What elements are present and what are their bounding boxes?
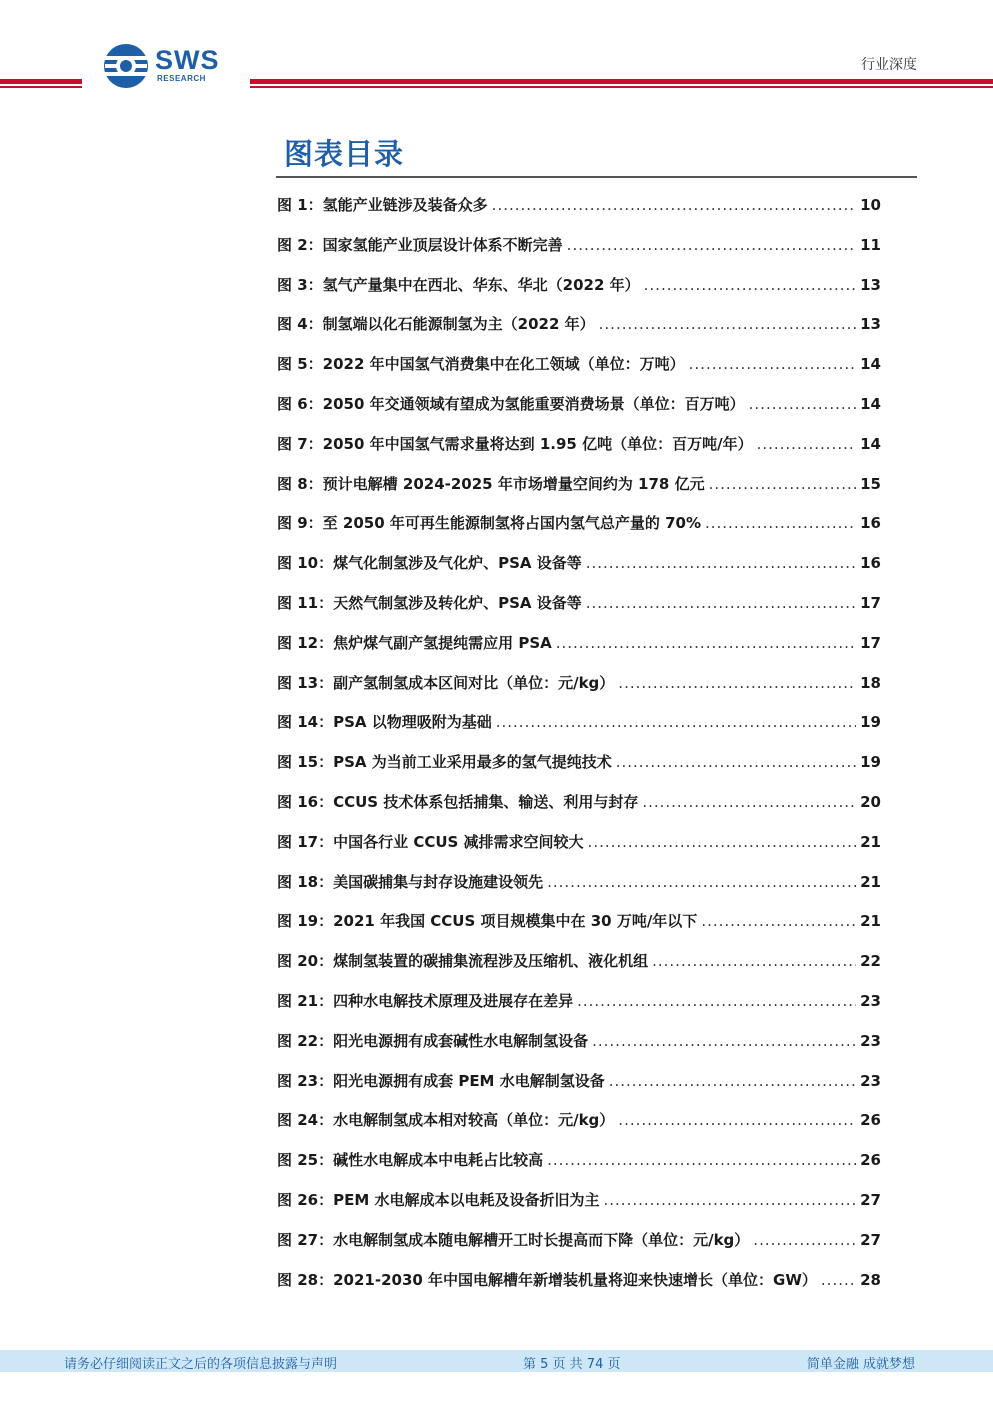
toc-dot-leader bbox=[496, 703, 856, 743]
toc-dot-leader bbox=[588, 823, 857, 863]
toc-entry-label: 图 28：2021-2030 年中国电解槽年新增装机量将迎来快速增长（单位：GW） bbox=[277, 1270, 817, 1289]
toc-dot-leader bbox=[492, 186, 856, 226]
toc-entry[interactable] bbox=[277, 584, 881, 624]
toc-dot-leader bbox=[652, 942, 856, 982]
toc-entry-page: 27 bbox=[860, 1230, 881, 1249]
sws-logo bbox=[103, 43, 233, 89]
toc-entry[interactable] bbox=[277, 942, 881, 982]
header-rule-left-thin bbox=[0, 86, 82, 88]
footer-disclaimer: 请务必仔细阅读正文之后的各项信息披露与声明 bbox=[64, 1357, 338, 1372]
toc-entry-page: 23 bbox=[860, 1031, 881, 1050]
toc-entry[interactable] bbox=[277, 863, 881, 903]
toc-entry-label: 图 27：水电解制氢成本随电解槽开工时长提高而下降（单位：元/kg） bbox=[277, 1230, 750, 1249]
toc-entry[interactable] bbox=[277, 902, 881, 942]
toc-entry[interactable] bbox=[277, 624, 881, 664]
toc-dot-leader bbox=[749, 385, 856, 425]
toc-entry-page: 18 bbox=[860, 673, 881, 692]
toc-entry[interactable] bbox=[277, 1022, 881, 1062]
toc-dot-leader bbox=[757, 425, 857, 465]
toc-entry[interactable] bbox=[277, 385, 881, 425]
toc-dot-leader bbox=[821, 1261, 856, 1301]
toc-dot-leader bbox=[586, 584, 856, 624]
toc-entry-page: 19 bbox=[860, 753, 881, 772]
toc-entry-label: 图 7：2050 年中国氢气需求量将达到 1.95 亿吨（单位：百万吨/年） bbox=[277, 434, 753, 453]
toc-entry-page: 21 bbox=[860, 912, 881, 931]
toc-entry-page: 23 bbox=[860, 1071, 881, 1090]
toc-entry-page: 10 bbox=[860, 196, 881, 214]
toc-dot-leader bbox=[642, 783, 856, 823]
toc-entry-page: 27 bbox=[860, 1190, 881, 1209]
toc-entry-page: 17 bbox=[860, 633, 881, 652]
toc-entry-page: 28 bbox=[860, 1270, 881, 1289]
toc-entry-page: 14 bbox=[860, 394, 881, 413]
toc-entry-label: 图 22：阳光电源拥有成套碱性水电解制氢设备 bbox=[277, 1031, 589, 1050]
toc-dot-leader bbox=[556, 624, 856, 664]
toc-dot-leader bbox=[547, 1141, 856, 1181]
toc-dot-leader bbox=[567, 226, 856, 266]
toc-entry-label: 图 13：副产氢制氢成本区间对比（单位：元/kg） bbox=[277, 673, 615, 692]
toc-entry[interactable] bbox=[277, 1221, 881, 1261]
toc-entry[interactable] bbox=[277, 266, 881, 306]
toc-entry-label: 图 15：PSA 为当前工业采用最多的氢气提纯技术 bbox=[277, 753, 612, 772]
toc-entry-page: 13 bbox=[860, 315, 881, 334]
toc-entry[interactable] bbox=[277, 1101, 881, 1141]
toc-entry[interactable] bbox=[277, 186, 881, 226]
toc-entry[interactable] bbox=[277, 743, 881, 783]
toc-entry-label: 图 8：预计电解槽 2024-2025 年市场增量空间约为 178 亿元 bbox=[277, 474, 705, 493]
toc-entry-page: 26 bbox=[860, 1151, 881, 1170]
toc-entry-label: 图 5：2022 年中国氢气消费集中在化工领域（单位：万吨） bbox=[277, 355, 685, 374]
toc-dot-leader bbox=[705, 504, 856, 544]
figure-list bbox=[277, 186, 881, 1300]
toc-entry-page: 15 bbox=[860, 474, 881, 493]
toc-dot-leader bbox=[689, 345, 856, 385]
toc-entry-label: 图 6：2050 年交通领域有望成为氢能重要消费场景（单位：百万吨） bbox=[277, 394, 745, 413]
toc-dot-leader bbox=[586, 544, 856, 584]
toc-entry-label: 图 9：至 2050 年可再生能源制氢将占国内氢气总产量的 70% bbox=[277, 514, 701, 533]
toc-entry[interactable] bbox=[277, 664, 881, 704]
toc-entry-page: 14 bbox=[860, 355, 881, 374]
toc-dot-leader bbox=[609, 1062, 856, 1102]
toc-entry-page: 13 bbox=[860, 275, 881, 294]
toc-dot-leader bbox=[701, 902, 856, 942]
toc-entry-label: 图 2：国家氢能产业顶层设计体系不断完善 bbox=[277, 235, 563, 254]
toc-dot-leader bbox=[577, 982, 856, 1022]
toc-dot-leader bbox=[618, 1101, 856, 1141]
header-rule-right-thin bbox=[250, 86, 993, 88]
toc-entry-page: 20 bbox=[860, 792, 881, 811]
header-rule-left bbox=[0, 79, 82, 84]
toc-dot-leader bbox=[592, 1022, 856, 1062]
report-type-label: 行业深度 bbox=[861, 57, 917, 73]
toc-entry-page: 26 bbox=[860, 1111, 881, 1130]
toc-entry[interactable] bbox=[277, 1062, 881, 1102]
toc-dot-leader bbox=[599, 305, 856, 345]
toc-entry[interactable] bbox=[277, 465, 881, 505]
toc-entry-label: 图 17：中国各行业 CCUS 减排需求空间较大 bbox=[277, 832, 584, 851]
toc-entry-page: 14 bbox=[860, 434, 881, 453]
toc-entry-label: 图 20：煤制氢装置的碳捕集流程涉及压缩机、液化机组 bbox=[277, 952, 649, 971]
toc-entry[interactable] bbox=[277, 1141, 881, 1181]
toc-entry-page: 16 bbox=[860, 514, 881, 533]
toc-entry[interactable] bbox=[277, 544, 881, 584]
sws-logo-icon bbox=[103, 43, 149, 89]
toc-entry-label: 图 12：焦炉煤气副产氢提纯需应用 PSA bbox=[277, 633, 552, 652]
footer-page-info: 第 5 页 共 74 页 bbox=[523, 1357, 621, 1372]
toc-entry-label: 图 4：制氢端以化石能源制氢为主（2022 年） bbox=[277, 315, 595, 334]
toc-dot-leader bbox=[618, 664, 856, 704]
toc-dot-leader bbox=[616, 743, 856, 783]
toc-entry[interactable] bbox=[277, 1181, 881, 1221]
toc-dot-leader bbox=[709, 465, 857, 505]
toc-entry-label: 图 16：CCUS 技术体系包括捕集、输送、利用与封存 bbox=[277, 792, 639, 811]
toc-dot-leader bbox=[644, 266, 856, 306]
logo-wordmark: SWS bbox=[155, 45, 220, 75]
toc-entry[interactable] bbox=[277, 703, 881, 743]
toc-entry[interactable] bbox=[277, 783, 881, 823]
toc-entry-label: 图 24：水电解制氢成本相对较高（单位：元/kg） bbox=[277, 1111, 615, 1130]
toc-entry-label: 图 26：PEM 水电解成本以电耗及设备折旧为主 bbox=[277, 1190, 600, 1209]
toc-entry[interactable] bbox=[277, 226, 881, 266]
toc-entry-label: 图 10：煤气化制氢涉及气化炉、PSA 设备等 bbox=[277, 554, 582, 573]
toc-entry-page: 19 bbox=[860, 713, 881, 732]
toc-entry-label: 图 11：天然气制氢涉及转化炉、PSA 设备等 bbox=[277, 593, 582, 612]
toc-entry[interactable] bbox=[277, 1261, 881, 1301]
toc-dot-leader bbox=[547, 863, 856, 903]
title-divider bbox=[276, 176, 917, 178]
toc-entry-label: 图 3：氢气产量集中在西北、华东、华北（2022 年） bbox=[277, 275, 640, 294]
toc-entry-page: 17 bbox=[860, 593, 881, 612]
toc-entry-label: 图 19：2021 年我国 CCUS 项目规模集中在 30 万吨/年以下 bbox=[277, 912, 698, 931]
toc-entry-label: 图 21：四种水电解技术原理及进展存在差异 bbox=[277, 991, 574, 1010]
toc-entry-page: 11 bbox=[860, 235, 881, 254]
toc-entry-page: 16 bbox=[860, 554, 881, 573]
header-rule-right bbox=[250, 79, 993, 84]
toc-entry[interactable] bbox=[277, 305, 881, 345]
toc-dot-leader bbox=[604, 1181, 857, 1221]
toc-entry-label: 图 18：美国碳捕集与封存设施建设领先 bbox=[277, 872, 544, 891]
toc-entry-label: 图 14：PSA 以物理吸附为基础 bbox=[277, 713, 492, 732]
toc-entry[interactable] bbox=[277, 982, 881, 1022]
toc-entry[interactable] bbox=[277, 345, 881, 385]
toc-entry-page: 23 bbox=[860, 991, 881, 1010]
toc-entry-label: 图 1：氢能产业链涉及装备众多 bbox=[277, 196, 488, 214]
toc-entry-page: 22 bbox=[860, 952, 881, 971]
toc-entry-page: 21 bbox=[860, 872, 881, 891]
toc-entry[interactable] bbox=[277, 823, 881, 863]
toc-entry[interactable] bbox=[277, 425, 881, 465]
page-title: 图表目录 bbox=[284, 137, 405, 171]
toc-dot-leader bbox=[753, 1221, 856, 1261]
logo-subtext: RESEARCH bbox=[157, 74, 206, 83]
footer-slogan: 简单金融 成就梦想 bbox=[806, 1357, 915, 1372]
toc-entry[interactable] bbox=[277, 504, 881, 544]
toc-entry-page: 21 bbox=[860, 832, 881, 851]
toc-entry-label: 图 23：阳光电源拥有成套 PEM 水电解制氢设备 bbox=[277, 1071, 605, 1090]
toc-entry-label: 图 25：碱性水电解成本中电耗占比较高 bbox=[277, 1151, 544, 1170]
